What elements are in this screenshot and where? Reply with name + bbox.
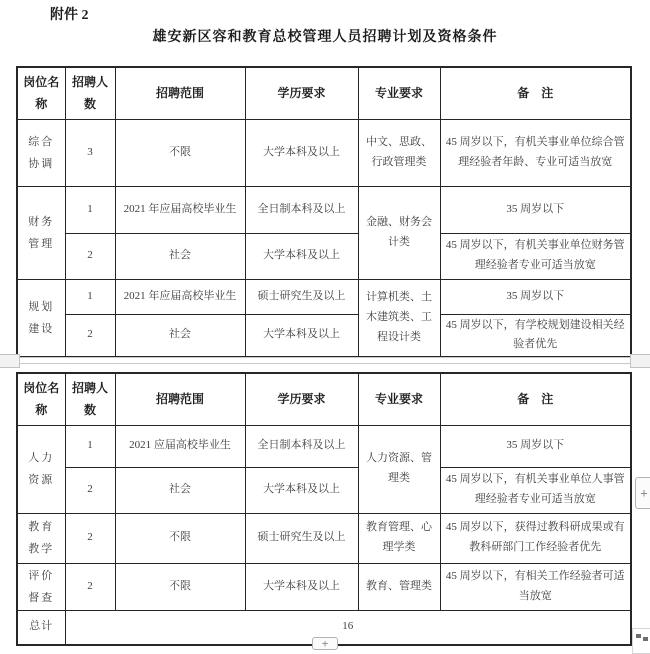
recruitment-table-2-container xyxy=(16,372,632,646)
cell-position xyxy=(17,513,65,563)
column-header: 专业要求 xyxy=(358,373,440,425)
page-break-divider xyxy=(0,354,650,368)
cell-education: 全日制本科及以上 xyxy=(245,425,358,467)
cell-count: 2 xyxy=(65,467,115,513)
page-nav-control[interactable] xyxy=(632,628,650,654)
cell-count: 2 xyxy=(65,314,115,357)
header-row xyxy=(17,373,631,425)
total-value: 16 xyxy=(65,610,631,645)
position-text: 综合协调 xyxy=(28,135,55,170)
table-row xyxy=(17,279,631,314)
page-break-line xyxy=(0,363,650,364)
column-header: 招聘人数 xyxy=(65,373,115,425)
recruitment-table-2 xyxy=(16,372,632,646)
recruitment-table-1-container xyxy=(16,66,632,358)
cell-education: 大学本科及以上 xyxy=(245,119,358,186)
header-row xyxy=(17,67,631,119)
cell-major: 金融、财务会计类 xyxy=(358,186,440,279)
page-break-line xyxy=(0,357,650,358)
cell-count: 1 xyxy=(65,425,115,467)
cell-note: 35 周岁以下 xyxy=(440,425,631,467)
cell-note: 45 周岁以下，有学校规划建设相关经验者优先 xyxy=(440,314,631,357)
column-header: 备 注 xyxy=(440,67,631,119)
cell-count: 3 xyxy=(65,119,115,186)
cell-education: 大学本科及以上 xyxy=(245,314,358,357)
cell-note: 45 周岁以下，有机关事业单位人事管理经验者专业可适当放宽 xyxy=(440,467,631,513)
page-break-tab-right xyxy=(630,354,650,368)
cell-position xyxy=(17,279,65,357)
recruitment-table-1 xyxy=(16,66,632,358)
tiny-arrow-icon xyxy=(636,634,641,638)
table-row xyxy=(17,314,631,357)
cell-education: 大学本科及以上 xyxy=(245,233,358,279)
cell-education: 硕士研究生及以上 xyxy=(245,279,358,314)
table-row xyxy=(17,119,631,186)
page-break-tab-left xyxy=(0,354,20,368)
cell-scope: 2021 年应届高校毕业生 xyxy=(115,279,245,314)
cell-note: 45 周岁以下，有相关工作经验者可适当放宽 xyxy=(440,563,631,610)
cell-education: 硕士研究生及以上 xyxy=(245,513,358,563)
cell-count: 2 xyxy=(65,233,115,279)
column-header: 招聘范围 xyxy=(115,373,245,425)
cell-education: 大学本科及以上 xyxy=(245,563,358,610)
cell-position xyxy=(17,119,65,186)
cell-count: 2 xyxy=(65,563,115,610)
cell-note: 35 周岁以下 xyxy=(440,186,631,233)
page-title: 雄安新区容和教育总校管理人员招聘计划及资格条件 xyxy=(152,30,498,45)
cell-scope: 社会 xyxy=(115,314,245,357)
column-header: 岗位名称 xyxy=(17,67,65,119)
position-text: 教育教学 xyxy=(28,521,55,555)
column-header: 备 注 xyxy=(440,373,631,425)
cell-note: 45 周岁以下，有机关事业单位财务管理经验者专业可适当放宽 xyxy=(440,233,631,279)
expand-button-bottom[interactable]: + xyxy=(312,637,338,650)
table-row xyxy=(17,186,631,233)
cell-position xyxy=(17,425,65,513)
cell-major: 人力资源、管理类 xyxy=(358,425,440,513)
column-header: 学历要求 xyxy=(245,67,358,119)
tiny-arrow-icon xyxy=(643,637,648,641)
cell-note: 35 周岁以下 xyxy=(440,279,631,314)
cell-scope: 不限 xyxy=(115,563,245,610)
position-text: 财务管理 xyxy=(28,215,55,250)
cell-position xyxy=(17,186,65,279)
cell-major: 计算机类、土木建筑类、工程设计类 xyxy=(358,279,440,357)
cell-note: 45 周岁以下，有机关事业单位综合管理经验者年龄、专业可适当放宽 xyxy=(440,119,631,186)
column-header: 招聘范围 xyxy=(115,67,245,119)
cell-note: 45 周岁以下，获得过教科研成果或有教科研部门工作经验者优先 xyxy=(440,513,631,563)
cell-count: 1 xyxy=(65,186,115,233)
cell-scope: 2021 应届高校毕业生 xyxy=(115,425,245,467)
cell-scope: 2021 年应届高校毕业生 xyxy=(115,186,245,233)
total-label: 总计 xyxy=(17,610,65,645)
position-text: 规划建设 xyxy=(28,300,55,335)
column-header: 学历要求 xyxy=(245,373,358,425)
table-row xyxy=(17,233,631,279)
cell-scope: 不限 xyxy=(115,119,245,186)
cell-position xyxy=(17,563,65,610)
table-row xyxy=(17,467,631,513)
table-row xyxy=(17,513,631,563)
cell-scope: 社会 xyxy=(115,233,245,279)
cell-major: 中文、思政、行政管理类 xyxy=(358,119,440,186)
column-header: 专业要求 xyxy=(358,67,440,119)
position-text: 评价督查 xyxy=(28,569,55,604)
column-header: 岗位名称 xyxy=(17,373,65,425)
position-text: 人力资源 xyxy=(28,452,55,486)
column-header: 招聘人数 xyxy=(65,67,115,119)
cell-education: 全日制本科及以上 xyxy=(245,186,358,233)
cell-scope: 社会 xyxy=(115,467,245,513)
table-row xyxy=(17,425,631,467)
table-row xyxy=(17,563,631,610)
expand-button-right[interactable]: + xyxy=(635,477,650,509)
cell-education: 大学本科及以上 xyxy=(245,467,358,513)
cell-count: 2 xyxy=(65,513,115,563)
cell-scope: 不限 xyxy=(115,513,245,563)
cell-count: 1 xyxy=(65,279,115,314)
cell-major: 教育管理、心理学类 xyxy=(358,513,440,563)
cell-major: 教育、管理类 xyxy=(358,563,440,610)
attachment-label: 附件 2 xyxy=(50,8,89,23)
